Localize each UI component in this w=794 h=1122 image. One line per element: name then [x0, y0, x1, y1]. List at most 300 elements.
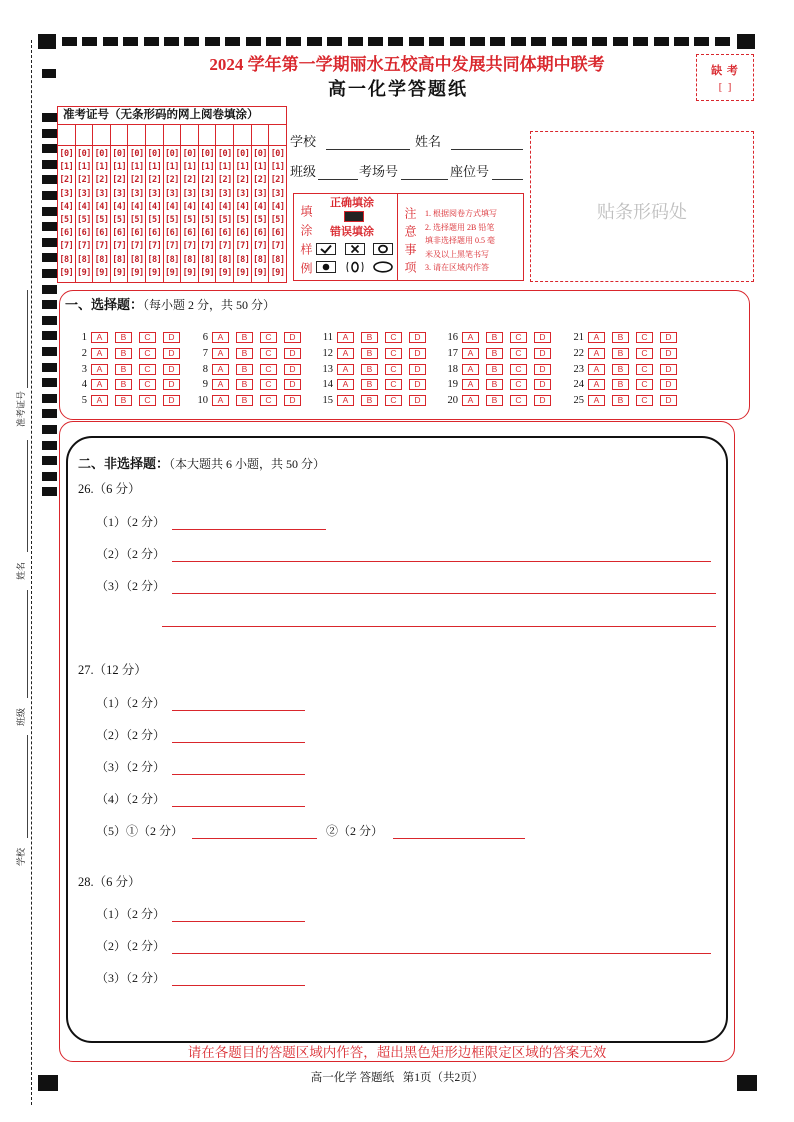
ticket-bubble[interactable]: [5] [200, 214, 215, 225]
ticket-write-cell[interactable] [181, 125, 198, 146]
answer-line[interactable] [172, 593, 716, 594]
option-bubble-a[interactable]: A [337, 332, 354, 343]
ticket-bubble[interactable]: [1] [200, 162, 215, 173]
option-bubble-d[interactable]: D [534, 364, 551, 375]
ticket-bubble[interactable]: [2] [59, 175, 74, 186]
timing-mark [511, 37, 526, 46]
ticket-bubble[interactable]: [3] [200, 188, 215, 199]
answer-line[interactable] [172, 806, 305, 807]
ticket-bubble[interactable]: [5] [112, 214, 127, 225]
ticket-bubble[interactable]: [4] [76, 201, 91, 212]
option-bubble-d[interactable]: D [409, 395, 426, 406]
ticket-bubble[interactable]: [8] [253, 254, 267, 265]
option-bubble-d[interactable]: D [284, 332, 301, 343]
option-bubble-a[interactable]: A [588, 395, 605, 406]
option-bubble-a[interactable]: A [212, 332, 229, 343]
exam-room-field[interactable] [401, 179, 448, 180]
ticket-bubble[interactable]: [5] [217, 214, 232, 225]
option-bubble-c[interactable]: C [139, 332, 156, 343]
ticket-bubble[interactable]: [6] [217, 228, 232, 239]
ticket-bubble[interactable]: [7] [182, 241, 197, 252]
option-bubble-b[interactable]: B [361, 348, 378, 359]
ticket-bubble[interactable]: [0] [76, 149, 91, 159]
question-27-part-5: （5）①（2 分） [96, 824, 184, 838]
ticket-bubble[interactable]: [1] [112, 162, 127, 173]
option-bubble-d[interactable]: D [409, 348, 426, 359]
option-bubble-a[interactable]: A [588, 379, 605, 390]
option-bubble-b[interactable]: B [361, 364, 378, 375]
option-bubble-a[interactable]: A [91, 364, 108, 375]
ticket-bubble[interactable]: [2] [200, 175, 215, 186]
ticket-bubble[interactable]: [8] [200, 254, 215, 265]
corner-mark-top-right [737, 34, 755, 49]
ticket-bubble[interactable]: [8] [129, 254, 144, 265]
ticket-bubble[interactable]: [6] [253, 228, 267, 239]
ticket-bubble[interactable]: [2] [76, 175, 91, 186]
option-bubble-d[interactable]: D [284, 348, 301, 359]
ticket-bubble[interactable]: [6] [200, 228, 215, 239]
option-bubble-a[interactable]: A [212, 395, 229, 406]
option-bubble-b[interactable]: B [236, 395, 253, 406]
question-number: 7 [202, 348, 208, 359]
ticket-bubble[interactable]: [1] [59, 162, 74, 173]
option-bubble-b[interactable]: B [236, 379, 253, 390]
timing-mark [42, 207, 57, 216]
ticket-bubble[interactable]: [4] [94, 201, 109, 212]
option-bubble-d[interactable]: D [534, 379, 551, 390]
option-bubble-b[interactable]: B [115, 364, 132, 375]
ticket-bubble[interactable]: [0] [129, 149, 144, 159]
option-bubble-d[interactable]: D [163, 364, 180, 375]
question-number: 3 [81, 364, 87, 375]
ticket-bubble[interactable]: [9] [182, 267, 197, 278]
ticket-bubble[interactable]: [4] [147, 201, 162, 212]
option-bubble-d[interactable]: D [163, 379, 180, 390]
ticket-bubble[interactable]: [0] [200, 149, 215, 159]
option-bubble-c[interactable]: C [636, 364, 653, 375]
ticket-bubble[interactable]: [3] [94, 188, 109, 199]
ticket-bubble[interactable]: [1] [129, 162, 144, 173]
ticket-bubble[interactable]: [6] [112, 228, 127, 239]
ticket-bubble[interactable]: [5] [129, 214, 144, 225]
ticket-bubble[interactable]: [5] [76, 214, 91, 225]
ticket-bubble[interactable]: [4] [59, 201, 74, 212]
option-bubble-d[interactable]: D [409, 332, 426, 343]
option-bubble-c[interactable]: C [636, 348, 653, 359]
option-bubble-a[interactable]: A [588, 348, 605, 359]
question-number: 20 [447, 395, 458, 406]
answer-line[interactable] [172, 985, 305, 986]
ticket-bubble[interactable]: [6] [147, 228, 162, 239]
ticket-bubble[interactable]: [3] [59, 188, 74, 199]
ticket-bubble[interactable]: [8] [270, 254, 285, 265]
ticket-bubble[interactable]: [9] [112, 267, 127, 278]
option-bubble-a[interactable]: A [588, 332, 605, 343]
ticket-bubble[interactable]: [5] [59, 214, 74, 225]
ticket-bubble[interactable]: [9] [235, 267, 250, 278]
option-bubble-a[interactable]: A [212, 379, 229, 390]
timing-mark [246, 37, 261, 46]
timing-mark [592, 37, 607, 46]
answer-line[interactable] [172, 921, 305, 922]
option-bubble-d[interactable]: D [660, 332, 677, 343]
option-bubble-c[interactable]: C [385, 348, 402, 359]
ticket-bubble[interactable]: [1] [165, 162, 179, 173]
option-bubble-c[interactable]: C [260, 395, 277, 406]
option-bubble-b[interactable]: B [486, 348, 503, 359]
option-bubble-a[interactable]: A [91, 395, 108, 406]
option-bubble-d[interactable]: D [409, 379, 426, 390]
option-bubble-b[interactable]: B [115, 395, 132, 406]
ticket-write-cell[interactable] [216, 125, 233, 146]
ticket-bubble[interactable]: [5] [253, 214, 267, 225]
option-bubble-b[interactable]: B [361, 332, 378, 343]
ticket-bubble[interactable]: [9] [253, 267, 267, 278]
ticket-bubble[interactable]: [2] [217, 175, 232, 186]
timing-mark [490, 37, 505, 46]
ticket-bubble[interactable]: [3] [253, 188, 267, 199]
timing-mark [674, 37, 689, 46]
ticket-bubble[interactable]: [7] [76, 241, 91, 252]
ticket-write-cell[interactable] [128, 125, 145, 146]
ticket-bubble[interactable]: [7] [59, 241, 74, 252]
ticket-write-cell[interactable] [164, 125, 181, 146]
option-bubble-d[interactable]: D [660, 395, 677, 406]
option-bubble-b[interactable]: B [486, 332, 503, 343]
ticket-bubble[interactable]: [3] [217, 188, 232, 199]
ticket-write-cell[interactable] [269, 125, 286, 146]
option-bubble-d[interactable]: D [163, 348, 180, 359]
option-bubble-a[interactable]: A [212, 364, 229, 375]
ticket-bubble[interactable]: [8] [182, 254, 197, 265]
notes-box [397, 193, 524, 281]
class-field[interactable] [318, 179, 358, 180]
ticket-bubble[interactable]: [1] [270, 162, 285, 173]
answer-line[interactable] [172, 710, 305, 711]
option-bubble-d[interactable]: D [284, 379, 301, 390]
ticket-bubble[interactable]: [1] [147, 162, 162, 173]
answer-line[interactable] [192, 838, 317, 839]
ticket-bubble[interactable]: [2] [112, 175, 127, 186]
option-bubble-c[interactable]: C [260, 348, 277, 359]
option-bubble-b[interactable]: B [486, 379, 503, 390]
ticket-bubble[interactable]: [7] [94, 241, 109, 252]
ticket-bubble[interactable]: [6] [182, 228, 197, 239]
ticket-bubble[interactable]: [7] [270, 241, 285, 252]
answer-line[interactable] [172, 742, 305, 743]
option-bubble-c[interactable]: C [510, 348, 527, 359]
ticket-bubble[interactable]: [0] [147, 149, 162, 159]
option-bubble-d[interactable]: D [284, 364, 301, 375]
ticket-bubble[interactable]: [1] [235, 162, 250, 173]
option-bubble-c[interactable]: C [260, 332, 277, 343]
ticket-bubble[interactable]: [2] [253, 175, 267, 186]
question-number: 22 [573, 348, 584, 359]
option-bubble-c[interactable]: C [385, 364, 402, 375]
ticket-bubble[interactable]: [7] [147, 241, 162, 252]
option-bubble-a[interactable]: A [462, 364, 479, 375]
ticket-bubble[interactable]: [4] [165, 201, 179, 212]
ticket-bubble[interactable]: [5] [182, 214, 197, 225]
option-bubble-c[interactable]: C [510, 332, 527, 343]
ticket-bubble[interactable]: [9] [76, 267, 91, 278]
ticket-bubble[interactable]: [7] [165, 241, 179, 252]
ticket-bubble[interactable]: [5] [235, 214, 250, 225]
ticket-bubble[interactable]: [0] [235, 149, 250, 159]
ticket-bubble[interactable]: [7] [217, 241, 232, 252]
multiple-choice-note: （每小题 2 分，共 50 分） [143, 298, 276, 312]
answer-line[interactable] [162, 626, 716, 627]
seat-field[interactable] [492, 179, 523, 180]
ticket-bubble[interactable]: [8] [59, 254, 74, 265]
answer-line[interactable] [172, 529, 326, 530]
option-bubble-c[interactable]: C [510, 379, 527, 390]
ticket-bubble[interactable]: [2] [182, 175, 197, 186]
timing-mark [42, 441, 57, 450]
notes-line: 2. 选择题用 2B 铅笔 [425, 222, 495, 232]
ticket-bubble[interactable]: [3] [76, 188, 91, 199]
option-bubble-c[interactable]: C [510, 364, 527, 375]
margin-school-line[interactable] [27, 735, 28, 838]
option-bubble-c[interactable]: C [385, 395, 402, 406]
ticket-bubble[interactable]: [9] [147, 267, 162, 278]
timing-mark [42, 269, 57, 278]
ticket-write-cell[interactable] [252, 125, 269, 146]
option-bubble-a[interactable]: A [91, 332, 108, 343]
ticket-bubble[interactable]: [8] [235, 254, 250, 265]
option-bubble-c[interactable]: C [139, 379, 156, 390]
option-bubble-b[interactable]: B [115, 379, 132, 390]
question-number: 4 [81, 379, 87, 390]
ticket-bubble[interactable]: [7] [129, 241, 144, 252]
ticket-bubble[interactable]: [3] [129, 188, 144, 199]
ticket-bubble[interactable]: [7] [235, 241, 250, 252]
ticket-bubble[interactable]: [4] [200, 201, 215, 212]
answer-line[interactable] [172, 953, 711, 954]
ticket-bubble[interactable]: [4] [253, 201, 267, 212]
ticket-bubble[interactable]: [2] [270, 175, 285, 186]
ticket-bubble[interactable]: [0] [94, 149, 109, 159]
option-bubble-b[interactable]: B [115, 348, 132, 359]
absent-label: 缺 考 [711, 65, 739, 77]
sheet-subtitle: 高一化学答题纸 [328, 79, 468, 99]
option-bubble-d[interactable]: D [534, 395, 551, 406]
ticket-bubble[interactable]: [3] [147, 188, 162, 199]
option-bubble-a[interactable]: A [588, 364, 605, 375]
option-bubble-a[interactable]: A [212, 348, 229, 359]
ticket-bubble[interactable]: [3] [112, 188, 127, 199]
timing-mark [388, 37, 403, 46]
option-bubble-d[interactable]: D [660, 364, 677, 375]
ticket-write-cell[interactable] [111, 125, 128, 146]
option-bubble-a[interactable]: A [337, 395, 354, 406]
timing-mark [42, 69, 56, 78]
option-bubble-c[interactable]: C [636, 332, 653, 343]
timing-mark [42, 300, 57, 309]
option-bubble-c[interactable]: C [636, 379, 653, 390]
ticket-bubble[interactable]: [0] [165, 149, 179, 159]
ticket-bubble[interactable]: [0] [270, 149, 285, 159]
notes-title: 注意事项 [403, 207, 417, 279]
absent-bubble[interactable]: [ ] [718, 81, 732, 93]
ticket-bubble[interactable]: [9] [59, 267, 74, 278]
answer-line[interactable] [172, 774, 305, 775]
ticket-bubble[interactable]: [2] [165, 175, 179, 186]
option-bubble-b[interactable]: B [612, 348, 629, 359]
option-bubble-c[interactable]: C [636, 395, 653, 406]
ticket-bubble[interactable]: [1] [94, 162, 109, 173]
name-field[interactable] [451, 149, 523, 150]
ticket-bubble[interactable]: [5] [147, 214, 162, 225]
option-bubble-a[interactable]: A [462, 395, 479, 406]
ticket-bubble[interactable]: [8] [112, 254, 127, 265]
ticket-bubble[interactable]: [6] [270, 228, 285, 239]
option-bubble-a[interactable]: A [462, 348, 479, 359]
answer-line[interactable] [172, 561, 711, 562]
option-bubble-a[interactable]: A [91, 379, 108, 390]
option-bubble-a[interactable]: A [91, 348, 108, 359]
timing-mark [42, 253, 57, 262]
ticket-bubble[interactable]: [9] [165, 267, 179, 278]
option-bubble-a[interactable]: A [337, 379, 354, 390]
ticket-bubble[interactable]: [9] [200, 267, 215, 278]
option-bubble-b[interactable]: B [236, 348, 253, 359]
option-bubble-a[interactable]: A [337, 364, 354, 375]
option-bubble-b[interactable]: B [361, 395, 378, 406]
ticket-write-cell[interactable] [146, 125, 163, 146]
option-bubble-b[interactable]: B [486, 395, 503, 406]
option-bubble-d[interactable]: D [660, 379, 677, 390]
ticket-bubble[interactable]: [6] [59, 228, 74, 239]
ticket-bubble[interactable]: [9] [270, 267, 285, 278]
option-bubble-c[interactable]: C [385, 332, 402, 343]
ticket-bubble[interactable]: [5] [270, 214, 285, 225]
ticket-bubble[interactable]: [9] [94, 267, 109, 278]
ticket-bubble[interactable]: [8] [217, 254, 232, 265]
option-bubble-b[interactable]: B [236, 364, 253, 375]
timing-mark [42, 144, 57, 153]
margin-ticket-line[interactable] [27, 290, 28, 388]
option-bubble-d[interactable]: D [163, 395, 180, 406]
option-bubble-c[interactable]: C [139, 395, 156, 406]
ticket-bubble[interactable]: [2] [94, 175, 109, 186]
margin-name-line[interactable] [27, 440, 28, 552]
ticket-bubble[interactable]: [4] [182, 201, 197, 212]
option-bubble-b[interactable]: B [612, 395, 629, 406]
option-bubble-d[interactable]: D [534, 348, 551, 359]
ticket-bubble[interactable]: [6] [129, 228, 144, 239]
option-bubble-a[interactable]: A [462, 332, 479, 343]
ticket-write-cell[interactable] [199, 125, 216, 146]
ticket-bubble[interactable]: [9] [217, 267, 232, 278]
option-bubble-b[interactable]: B [486, 364, 503, 375]
ticket-bubble[interactable]: [8] [76, 254, 91, 265]
ticket-bubble[interactable]: [8] [165, 254, 179, 265]
option-bubble-a[interactable]: A [462, 379, 479, 390]
ticket-bubble[interactable]: [1] [253, 162, 267, 173]
ticket-write-cell[interactable] [58, 125, 75, 146]
ticket-bubble[interactable]: [6] [235, 228, 250, 239]
option-bubble-d[interactable]: D [534, 332, 551, 343]
ticket-write-cell[interactable] [234, 125, 251, 146]
ticket-bubble[interactable]: [7] [200, 241, 215, 252]
ticket-bubble[interactable]: [0] [253, 149, 267, 159]
option-bubble-c[interactable]: C [139, 364, 156, 375]
ticket-bubble[interactable]: [1] [76, 162, 91, 173]
ticket-bubble[interactable]: [3] [182, 188, 197, 199]
ticket-bubble[interactable]: [8] [147, 254, 162, 265]
ticket-write-cell[interactable] [93, 125, 110, 146]
ticket-bubble[interactable]: [8] [94, 254, 109, 265]
ticket-bubble[interactable]: [7] [253, 241, 267, 252]
option-bubble-b[interactable]: B [612, 379, 629, 390]
option-bubble-c[interactable]: C [260, 364, 277, 375]
option-bubble-b[interactable]: B [115, 332, 132, 343]
ticket-bubble[interactable]: [6] [94, 228, 109, 239]
barcode-area[interactable] [530, 131, 754, 282]
answer-line[interactable] [393, 838, 525, 839]
option-bubble-d[interactable]: D [660, 348, 677, 359]
ticket-bubble[interactable]: [2] [235, 175, 250, 186]
ticket-bubble[interactable]: [4] [129, 201, 144, 212]
option-bubble-d[interactable]: D [409, 364, 426, 375]
ticket-bubble[interactable]: [4] [270, 201, 285, 212]
option-bubble-c[interactable]: C [510, 395, 527, 406]
ticket-bubble[interactable]: [0] [59, 149, 74, 159]
option-bubble-c[interactable]: C [139, 348, 156, 359]
option-bubble-b[interactable]: B [612, 364, 629, 375]
ticket-bubble[interactable]: [5] [94, 214, 109, 225]
ticket-bubble[interactable]: [1] [217, 162, 232, 173]
ticket-bubble[interactable]: [5] [165, 214, 179, 225]
ticket-bubble[interactable]: [4] [235, 201, 250, 212]
ticket-bubble[interactable]: [4] [217, 201, 232, 212]
class-label: 班级 [290, 164, 317, 179]
question-28-part-3: （3）（2 分） [96, 971, 166, 985]
ticket-bubble[interactable]: [6] [165, 228, 179, 239]
ticket-bubble[interactable]: [2] [147, 175, 162, 186]
ticket-bubble[interactable]: [3] [235, 188, 250, 199]
option-bubble-b[interactable]: B [612, 332, 629, 343]
fill-sample-title: 填涂样例 [299, 205, 313, 281]
option-bubble-c[interactable]: C [260, 379, 277, 390]
answer-boundary-box [66, 436, 728, 1043]
ticket-bubble[interactable]: [3] [270, 188, 285, 199]
ticket-bubble[interactable]: [9] [129, 267, 144, 278]
option-bubble-a[interactable]: A [337, 348, 354, 359]
margin-class-line[interactable] [27, 590, 28, 698]
ticket-bubble[interactable]: [0] [112, 149, 127, 159]
ticket-bubble[interactable]: [7] [112, 241, 127, 252]
ticket-write-cell[interactable] [76, 125, 93, 146]
ticket-bubble[interactable]: [4] [112, 201, 127, 212]
ticket-bubble[interactable]: [2] [129, 175, 144, 186]
option-bubble-d[interactable]: D [284, 395, 301, 406]
question-number: 25 [573, 395, 584, 406]
barcode-label: 贴条形码处 [597, 202, 687, 222]
ticket-bubble[interactable]: [1] [182, 162, 197, 173]
ticket-bubble[interactable]: [3] [165, 188, 179, 199]
option-bubble-b[interactable]: B [361, 379, 378, 390]
ticket-bubble[interactable]: [0] [217, 149, 232, 159]
option-bubble-b[interactable]: B [236, 332, 253, 343]
ticket-bubble[interactable]: [0] [182, 149, 197, 159]
ticket-bubble[interactable]: [6] [76, 228, 91, 239]
option-bubble-c[interactable]: C [385, 379, 402, 390]
school-field[interactable] [326, 149, 410, 150]
absent-box[interactable] [696, 54, 754, 101]
option-bubble-d[interactable]: D [163, 332, 180, 343]
